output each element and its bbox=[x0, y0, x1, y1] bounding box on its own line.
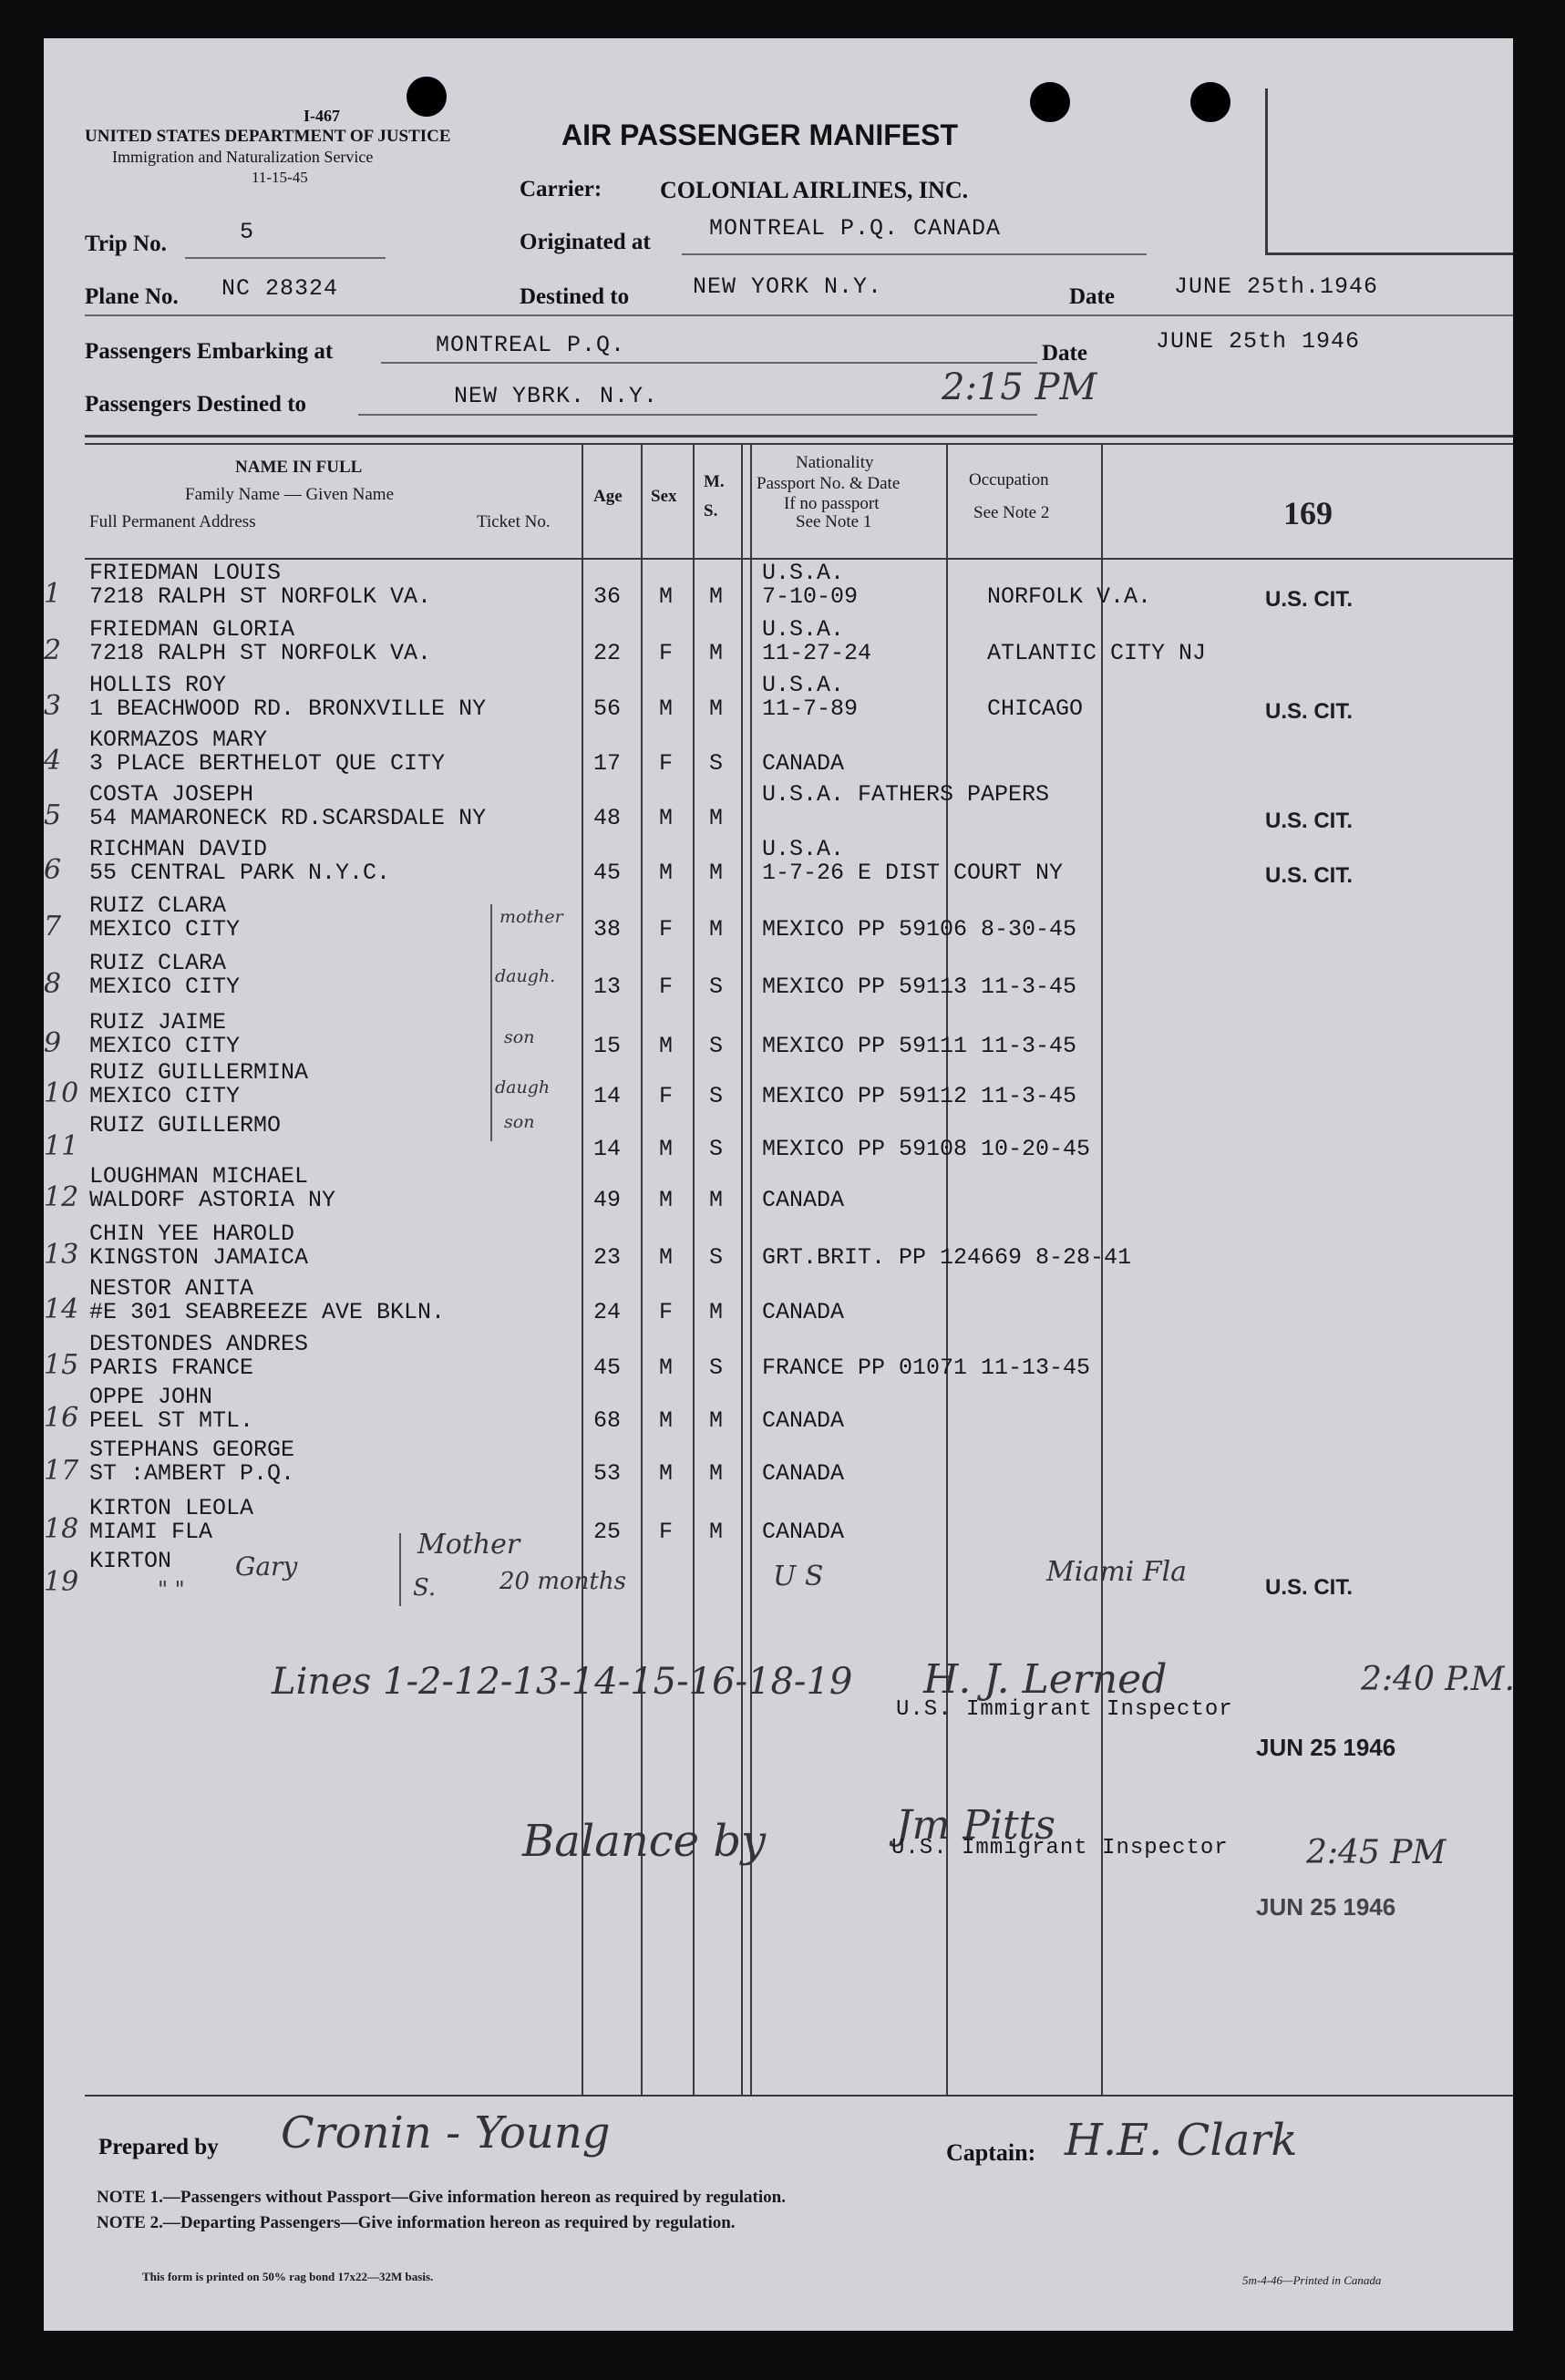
citizen-stamp: U.S. CIT. bbox=[1265, 1575, 1354, 1600]
passenger-age: 36 bbox=[593, 583, 622, 610]
passenger-occupation: CHICAGO bbox=[987, 695, 1084, 722]
col-ms-m: M. bbox=[704, 472, 725, 491]
destined-value: NEW YORK N.Y. bbox=[693, 273, 883, 300]
date-label: Date bbox=[1069, 284, 1115, 309]
passenger-name: HOLLIS ROY bbox=[89, 672, 227, 698]
citizen-stamp: U.S. CIT. bbox=[1265, 587, 1354, 612]
passenger-name: COSTA JOSEPH bbox=[89, 781, 254, 808]
col-sex: Sex bbox=[651, 487, 677, 506]
passenger-marital: M bbox=[709, 805, 724, 831]
row-number: 17 bbox=[44, 1455, 79, 1487]
passenger-nationality: U.S.A. FATHERS PAPERS bbox=[762, 781, 1050, 808]
passenger-address: MEXICO CITY bbox=[89, 1033, 241, 1059]
row-number: 10 bbox=[44, 1077, 79, 1109]
departure-time-handwritten: 2:15 PM bbox=[942, 366, 1097, 408]
passenger-name: FRIEDMAN GLORIA bbox=[89, 616, 295, 643]
page-number: 169 bbox=[1283, 495, 1333, 531]
note-ditto: " " bbox=[158, 1577, 185, 1602]
inspector-signature-2: Jm Pitts bbox=[896, 1802, 1055, 1849]
passenger-name: FRIEDMAN LOUIS bbox=[89, 560, 282, 586]
passenger-age: 23 bbox=[593, 1244, 622, 1271]
passenger-passport: 11-7-89 bbox=[762, 695, 859, 722]
captain-label: Captain: bbox=[946, 2139, 1036, 2166]
inspector-stamp-2: U.S. Immigrant Inspector bbox=[891, 1836, 1229, 1860]
passenger-name: RUIZ GUILLERMINA bbox=[89, 1059, 309, 1086]
passenger-passport: CANADA bbox=[762, 1519, 845, 1545]
passenger-nationality: U.S.A. bbox=[762, 560, 845, 586]
passenger-sex: M bbox=[659, 1244, 674, 1271]
note-s: S. bbox=[413, 1574, 437, 1602]
passenger-address: KINGSTON JAMAICA bbox=[89, 1244, 309, 1271]
date2-value: JUNE 25th 1946 bbox=[1156, 328, 1361, 355]
passenger-passport: 11-27-24 bbox=[762, 640, 872, 666]
form-date: 11-15-45 bbox=[252, 169, 308, 186]
row-number: 9 bbox=[44, 1027, 62, 1059]
row-number: 11 bbox=[44, 1130, 79, 1162]
passenger-passport: 1-7-26 E DIST COURT NY bbox=[762, 860, 1064, 886]
paper-info: This form is printed on 50% rag bond 17x22—32M basis. bbox=[142, 2270, 434, 2283]
row-number: 4 bbox=[44, 745, 62, 777]
print-info: 5m-4-46—Printed in Canada bbox=[1242, 2273, 1382, 2287]
passenger-address: MEXICO CITY bbox=[89, 1083, 241, 1109]
passenger-passport: MEXICO PP 59111 11-3-45 bbox=[762, 1033, 1077, 1059]
col-occ1: Occupation bbox=[969, 470, 1049, 489]
inspector-signature-1: H. J. Lerned bbox=[923, 1656, 1168, 1703]
inspector-time-1: 2:40 P.M. bbox=[1361, 1661, 1515, 1698]
passenger-marital: M bbox=[709, 1519, 724, 1545]
note-daughter: daugh. bbox=[495, 966, 556, 986]
passenger-name: RUIZ CLARA bbox=[89, 950, 227, 976]
note-son: son bbox=[504, 1027, 535, 1047]
passenger-address: 7218 RALPH ST NORFOLK VA. bbox=[89, 583, 432, 610]
passenger-name: RUIZ CLARA bbox=[89, 892, 227, 919]
passenger-sex: F bbox=[659, 916, 674, 943]
captain-signature: H.E. Clark bbox=[1065, 2115, 1298, 2166]
passenger-marital: M bbox=[709, 860, 724, 886]
passenger-age: 24 bbox=[593, 1299, 622, 1325]
note-mother: mother bbox=[499, 907, 563, 927]
prepared-label: Prepared by bbox=[98, 2135, 219, 2159]
passenger-address: 3 PLACE BERTHELOT QUE CITY bbox=[89, 750, 446, 777]
passenger-age: 45 bbox=[593, 860, 622, 886]
note-lines-admitted: Lines 1-2-12-13-14-15-16-18-19 bbox=[272, 1661, 853, 1703]
embark-value: MONTREAL P.Q. bbox=[436, 332, 626, 358]
carrier-label: Carrier: bbox=[520, 177, 602, 201]
note-us: U S bbox=[773, 1561, 824, 1592]
citizen-stamp: U.S. CIT. bbox=[1265, 699, 1354, 724]
passenger-occupation: NORFOLK V.A. bbox=[987, 583, 1152, 610]
trip-label: Trip No. bbox=[85, 232, 167, 256]
row-number: 19 bbox=[44, 1566, 79, 1598]
embark-label: Passengers Embarking at bbox=[85, 339, 334, 364]
passenger-marital: M bbox=[709, 1299, 724, 1325]
passenger-address: MIAMI FLA bbox=[89, 1519, 213, 1545]
punch-hole bbox=[1030, 82, 1070, 122]
note-daughter2: daugh bbox=[495, 1077, 551, 1097]
passenger-marital: M bbox=[709, 695, 724, 722]
passenger-passport: MEXICO PP 59113 11-3-45 bbox=[762, 974, 1077, 1000]
col-nat3: If no passport bbox=[784, 494, 880, 513]
manifest-sheet bbox=[44, 38, 1513, 2331]
passenger-age: 53 bbox=[593, 1460, 622, 1487]
passenger-nationality: U.S.A. bbox=[762, 672, 845, 698]
passenger-marital: M bbox=[709, 640, 724, 666]
passenger-address: PEEL ST MTL. bbox=[89, 1407, 254, 1434]
note-months: 20 months bbox=[499, 1568, 626, 1595]
passenger-marital: M bbox=[709, 1460, 724, 1487]
trip-value: 5 bbox=[240, 219, 255, 245]
col-name-title: NAME IN FULL bbox=[235, 458, 363, 477]
row-number: 16 bbox=[44, 1402, 79, 1434]
passenger-marital: M bbox=[709, 1187, 724, 1213]
col-age: Age bbox=[593, 487, 623, 506]
passenger-address: 1 BEACHWOOD RD. BRONXVILLE NY bbox=[89, 695, 487, 722]
passenger-sex: M bbox=[659, 1136, 674, 1162]
passenger-age: 17 bbox=[593, 750, 622, 777]
passenger-sex: F bbox=[659, 974, 674, 1000]
col-nat1: Nationality bbox=[796, 453, 874, 472]
passenger-sex: F bbox=[659, 1519, 674, 1545]
punch-hole bbox=[1190, 82, 1230, 122]
row-number: 14 bbox=[44, 1293, 79, 1325]
passenger-age: 14 bbox=[593, 1136, 622, 1162]
passenger-marital: M bbox=[709, 583, 724, 610]
originated-label: Originated at bbox=[520, 230, 651, 254]
passenger-passport: CANADA bbox=[762, 1187, 845, 1213]
passenger-age: 22 bbox=[593, 640, 622, 666]
passenger-passport: MEXICO PP 59112 11-3-45 bbox=[762, 1083, 1077, 1109]
date2-label: Date bbox=[1042, 341, 1087, 366]
citizen-stamp: U.S. CIT. bbox=[1265, 863, 1354, 888]
passenger-nationality: U.S.A. bbox=[762, 836, 845, 862]
service-name: Immigration and Naturalization Service bbox=[112, 148, 374, 166]
passenger-sex: M bbox=[659, 1355, 674, 1381]
passenger-marital: S bbox=[709, 1033, 724, 1059]
col-ms-s: S. bbox=[704, 501, 718, 520]
row-number: 6 bbox=[44, 854, 62, 886]
department-name: UNITED STATES DEPARTMENT OF JUSTICE bbox=[85, 127, 451, 146]
passenger-age: 15 bbox=[593, 1033, 622, 1059]
row-number: 8 bbox=[44, 968, 62, 1000]
row-number: 13 bbox=[44, 1239, 79, 1271]
passenger-age: 49 bbox=[593, 1187, 622, 1213]
passenger-age: 38 bbox=[593, 916, 622, 943]
row-number: 1 bbox=[44, 578, 62, 610]
passenger-age: 14 bbox=[593, 1083, 622, 1109]
manifest-title: AIR PASSENGER MANIFEST bbox=[561, 118, 958, 151]
passenger-sex: M bbox=[659, 860, 674, 886]
row-number: 2 bbox=[44, 634, 62, 666]
passenger-name: RUIZ JAIME bbox=[89, 1009, 227, 1035]
passenger-nationality: U.S.A. bbox=[762, 616, 845, 643]
passenger-address: 55 CENTRAL PARK N.Y.C. bbox=[89, 860, 391, 886]
note-son2: son bbox=[504, 1112, 535, 1132]
row-number: 3 bbox=[44, 690, 62, 722]
passenger-age: 45 bbox=[593, 1355, 622, 1381]
passenger-sex: M bbox=[659, 1407, 674, 1434]
passenger-address: 54 MAMARONECK RD.SCARSDALE NY bbox=[89, 805, 487, 831]
note-miami: Miami Fla bbox=[1046, 1556, 1188, 1588]
passenger-address: MEXICO CITY bbox=[89, 916, 241, 943]
col-nat2: Passport No. & Date bbox=[757, 474, 901, 493]
row-number: 7 bbox=[44, 911, 62, 943]
passenger-passport: CANADA bbox=[762, 1407, 845, 1434]
row-number: 12 bbox=[44, 1181, 79, 1213]
passenger-passport: MEXICO PP 59106 8-30-45 bbox=[762, 916, 1077, 943]
passenger-passport: CANADA bbox=[762, 1460, 845, 1487]
passenger-name: STEPHANS GEORGE bbox=[89, 1437, 295, 1463]
passenger-passport: FRANCE PP 01071 11-13-45 bbox=[762, 1355, 1091, 1381]
col-name-sub: Family Name — Given Name bbox=[185, 485, 395, 504]
note-mother2: Mother bbox=[417, 1529, 520, 1561]
passenger-passport: CANADA bbox=[762, 750, 845, 777]
passenger-sex: F bbox=[659, 1083, 674, 1109]
passenger-marital: S bbox=[709, 1244, 724, 1271]
passenger-name: DESTONDES ANDRES bbox=[89, 1331, 309, 1357]
inspector-time-2: 2:45 PM bbox=[1306, 1834, 1447, 1871]
passenger-age: 48 bbox=[593, 805, 622, 831]
passenger-address: #E 301 SEABREEZE AVE BKLN. bbox=[89, 1299, 446, 1325]
passenger-sex: F bbox=[659, 640, 674, 666]
passenger-address: MEXICO CITY bbox=[89, 974, 241, 1000]
passenger-sex: M bbox=[659, 695, 674, 722]
date-stamp-2: JUN 25 1946 bbox=[1256, 1893, 1396, 1921]
pdest-label: Passengers Destined to bbox=[85, 392, 307, 417]
passenger-marital: S bbox=[709, 1136, 724, 1162]
passenger-passport: CANADA bbox=[762, 1299, 845, 1325]
passenger-address: ST :AMBERT P.Q. bbox=[89, 1460, 295, 1487]
passenger-marital: S bbox=[709, 1083, 724, 1109]
pdest-value: NEW YBRK. N.Y. bbox=[454, 383, 659, 409]
plane-value: NC 28324 bbox=[221, 275, 339, 302]
row-number: 15 bbox=[44, 1349, 79, 1381]
punch-hole bbox=[407, 77, 447, 117]
carrier-value: COLONIAL AIRLINES, INC. bbox=[660, 177, 969, 203]
passenger-marital: M bbox=[709, 1407, 724, 1434]
prepared-signature: Cronin - Young bbox=[281, 2107, 611, 2158]
passenger-sex: M bbox=[659, 1033, 674, 1059]
passenger-sex: F bbox=[659, 1299, 674, 1325]
passenger-marital: S bbox=[709, 1355, 724, 1381]
passenger-passport: 7-10-09 bbox=[762, 583, 859, 610]
plane-label: Plane No. bbox=[85, 284, 179, 309]
passenger-name: NESTOR ANITA bbox=[89, 1275, 254, 1302]
passenger-marital: M bbox=[709, 916, 724, 943]
destined-label: Destined to bbox=[520, 284, 630, 309]
passenger-address: PARIS FRANCE bbox=[89, 1355, 254, 1381]
originated-value: MONTREAL P.Q. CANADA bbox=[709, 215, 1002, 242]
passenger-occupation: ATLANTIC CITY NJ bbox=[987, 640, 1207, 666]
passenger-name: LOUGHMAN MICHAEL bbox=[89, 1163, 309, 1190]
passenger-sex: M bbox=[659, 583, 674, 610]
passenger-age: 13 bbox=[593, 974, 622, 1000]
passenger-age: 68 bbox=[593, 1407, 622, 1434]
passenger-address: 7218 RALPH ST NORFOLK VA. bbox=[89, 640, 432, 666]
citizen-stamp: U.S. CIT. bbox=[1265, 809, 1354, 833]
col-address: Full Permanent Address bbox=[89, 512, 256, 531]
passenger-name: CHIN YEE HAROLD bbox=[89, 1221, 295, 1247]
note-balance: Balance by bbox=[522, 1816, 767, 1867]
passenger-name: KORMAZOS MARY bbox=[89, 726, 268, 753]
passenger-name: RUIZ GUILLERMO bbox=[89, 1112, 282, 1138]
passenger-marital: S bbox=[709, 750, 724, 777]
date-value: JUNE 25th.1946 bbox=[1174, 273, 1379, 300]
passenger-passport: GRT.BRIT. PP 124669 8-28-41 bbox=[762, 1244, 1132, 1271]
form-number: I-467 bbox=[304, 107, 340, 125]
passenger-name: KIRTON bbox=[89, 1548, 172, 1574]
passenger-sex: M bbox=[659, 805, 674, 831]
note-1: NOTE 1.—Passengers without Passport—Give information hereon as required by regulation. bbox=[97, 2188, 786, 2207]
passenger-address: WALDORF ASTORIA NY bbox=[89, 1187, 336, 1213]
passenger-age: 25 bbox=[593, 1519, 622, 1545]
passenger-sex: F bbox=[659, 750, 674, 777]
col-ticket: Ticket No. bbox=[477, 512, 551, 531]
passenger-marital: S bbox=[709, 974, 724, 1000]
passenger-age: 56 bbox=[593, 695, 622, 722]
col-occ2: See Note 2 bbox=[973, 503, 1050, 522]
note-gary: Gary bbox=[235, 1551, 298, 1582]
row-number: 5 bbox=[44, 799, 62, 831]
passenger-name: KIRTON LEOLA bbox=[89, 1495, 254, 1521]
passenger-name: RICHMAN DAVID bbox=[89, 836, 268, 862]
date-stamp-1: JUN 25 1946 bbox=[1256, 1734, 1396, 1761]
col-nat4: See Note 1 bbox=[796, 512, 872, 531]
note-2: NOTE 2.—Departing Passengers—Give information hereon as required by regulation. bbox=[97, 2213, 736, 2232]
passenger-name: OPPE JOHN bbox=[89, 1384, 213, 1410]
passenger-sex: M bbox=[659, 1460, 674, 1487]
inspector-stamp-1: U.S. Immigrant Inspector bbox=[896, 1697, 1233, 1722]
passenger-passport: MEXICO PP 59108 10-20-45 bbox=[762, 1136, 1091, 1162]
passenger-sex: M bbox=[659, 1187, 674, 1213]
row-number: 18 bbox=[44, 1513, 79, 1545]
